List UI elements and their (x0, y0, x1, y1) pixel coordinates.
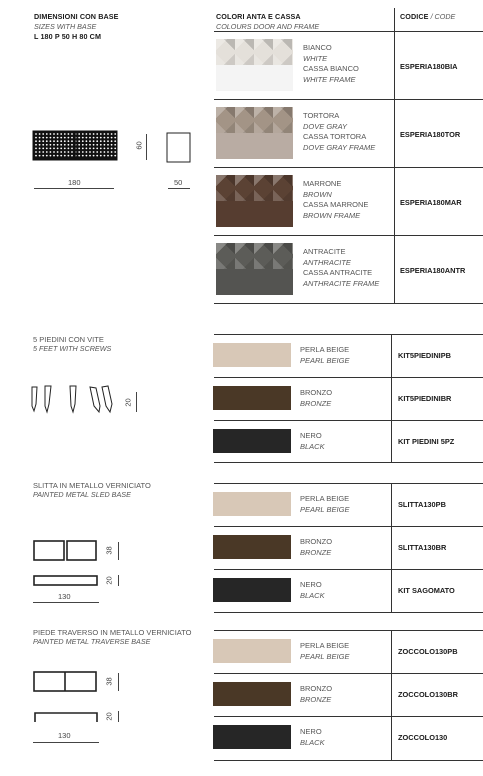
product-code: ZOCCOLO130 (398, 733, 448, 742)
traverse-front-drawing (33, 710, 103, 724)
frame-color-name: CASSA BIANCO (303, 64, 359, 73)
finish-name-en: BRONZE (300, 547, 332, 557)
dim-line-width (34, 188, 114, 189)
colors-header (216, 12, 319, 31)
product-code: ZOCCOLO130BR (398, 690, 458, 699)
table-divider-3 (391, 483, 392, 612)
finish-swatch (213, 535, 291, 559)
table-top-line (214, 334, 483, 335)
finish-name: PERLA BEIGE (300, 641, 350, 650)
frame-color-name-en: BROWN FRAME (303, 210, 361, 220)
finish-name: PERLA BEIGE (300, 494, 350, 503)
door-pattern (216, 243, 293, 269)
door-color-label (303, 179, 368, 221)
finish-swatch (213, 682, 291, 706)
frame-color-name: CASSA ANTRACITE (303, 268, 373, 277)
finish-name: NERO (300, 580, 322, 589)
finish-name-en: BLACK (300, 590, 325, 600)
dimensions-header (34, 12, 119, 41)
traverse-depth-line (118, 673, 119, 691)
cabinet-side-drawing (166, 132, 192, 164)
finish-name: BRONZO (300, 684, 333, 693)
door-color-label (303, 43, 359, 85)
table-top-line (214, 31, 483, 32)
finish-name-en: BRONZE (300, 398, 332, 408)
row-divider (214, 462, 483, 463)
dim-line-depth (168, 188, 190, 189)
finish-swatch (213, 429, 291, 453)
traverse-width-label: 130 (58, 731, 71, 740)
dim-depth-label: 50 (174, 178, 183, 187)
finish-name: NERO (300, 727, 322, 736)
door-color-name: ANTRACITE (303, 247, 346, 256)
sled-depth-label: 38 (104, 546, 114, 555)
feet-title: 5 PIEDINI CON VITE (33, 335, 104, 344)
finish-name-en: BLACK (300, 737, 325, 747)
row-divider (214, 167, 483, 168)
finish-name-en: BLACK (300, 441, 325, 451)
finish-label (300, 345, 349, 366)
traverse-subtitle: PAINTED METAL TRAVERSE BASE (33, 637, 151, 646)
frame-color-name: CASSA MARRONE (303, 200, 369, 209)
row-divider (214, 526, 483, 527)
row-divider (214, 716, 483, 717)
row-divider (214, 99, 483, 100)
feet-dim-label: 20 (123, 398, 133, 407)
finish-name-en: PEARL BEIGE (300, 651, 350, 661)
colors-subtitle: COLOURS DOOR AND FRAME (216, 22, 320, 31)
finish-name: BRONZO (300, 537, 333, 546)
door-color-swatch (216, 243, 293, 295)
finish-swatch (213, 578, 291, 602)
feet-dim-line (136, 392, 137, 412)
finish-swatch (213, 343, 291, 367)
sled-width-label: 130 (58, 592, 71, 601)
door-pattern (216, 107, 293, 133)
finish-label (300, 431, 325, 452)
sled-width-line (33, 602, 99, 603)
row-divider (214, 569, 483, 570)
product-code: ZOCCOLO130PB (398, 647, 458, 656)
frame-color-name-en: ANTHRACITE FRAME (303, 278, 380, 288)
door-color-label (303, 247, 379, 289)
dimensions-size: L 180 P 50 H 80 CM (34, 32, 102, 41)
colors-title: COLORI ANTA E CASSA (216, 12, 301, 21)
traverse-header (33, 628, 192, 646)
code-header-bold: CODICE (400, 12, 429, 21)
door-color-name: BIANCO (303, 43, 332, 52)
product-code: SLITTA130BR (398, 543, 447, 552)
door-pattern (216, 175, 293, 201)
dim-height-label: 60 (134, 141, 144, 150)
sled-height-line (118, 575, 119, 586)
dim-width-label: 180 (68, 178, 81, 187)
dimensions-subtitle: SIZES WITH BASE (34, 22, 97, 31)
door-color-name-en: ANTHRACITE (303, 257, 351, 267)
finish-label (300, 727, 325, 748)
dimensions-title: DIMENSIONI CON BASE (34, 12, 119, 21)
door-color-swatch (216, 107, 293, 159)
table-top-line (214, 630, 483, 631)
code-header (400, 12, 455, 21)
product-code: SLITTA130PB (398, 500, 446, 509)
dim-line-height (146, 134, 147, 160)
product-code: KIT PIEDINI 5PZ (398, 437, 455, 446)
row-divider (214, 420, 483, 421)
traverse-top-drawing (33, 671, 103, 693)
cabinet-front-drawing (32, 130, 122, 162)
product-code: ESPERIA180BIA (400, 62, 458, 71)
finish-name-en: PEARL BEIGE (300, 504, 350, 514)
door-color-label (303, 111, 375, 153)
table-divider-1 (394, 8, 395, 304)
door-color-swatch (216, 175, 293, 227)
product-code: ESPERIA180ANTR (400, 266, 466, 275)
finish-label (300, 580, 325, 601)
sled-header (33, 481, 151, 499)
traverse-width-line (33, 742, 99, 743)
door-color-swatch (216, 39, 293, 91)
sled-front-drawing (33, 574, 103, 588)
row-divider (214, 303, 483, 304)
feet-subtitle: 5 FEET WITH SCREWS (33, 344, 112, 353)
finish-label (300, 494, 349, 515)
row-divider (214, 760, 483, 761)
frame-color-name-en: DOVE GRAY FRAME (303, 142, 376, 152)
row-divider (214, 377, 483, 378)
finish-label (300, 684, 332, 705)
finish-label (300, 641, 349, 662)
finish-name: BRONZO (300, 388, 333, 397)
table-divider-2 (391, 334, 392, 462)
sled-title: SLITTA IN METALLO VERNICIATO (33, 481, 151, 490)
product-code: ESPERIA180MAR (400, 198, 462, 207)
row-divider (214, 612, 483, 613)
door-color-name-en: BROWN (303, 189, 332, 199)
feet-drawing (28, 384, 124, 416)
door-color-name: TORTORA (303, 111, 340, 120)
finish-label (300, 388, 332, 409)
sled-height-label: 20 (104, 576, 114, 585)
door-color-name: MARRONE (303, 179, 342, 188)
sled-top-drawing (33, 540, 103, 562)
feet-header (33, 335, 111, 353)
table-divider-4 (391, 630, 392, 760)
sled-subtitle: PAINTED METAL SLED BASE (33, 490, 131, 499)
product-code: KIT5PIEDINIBR (398, 394, 452, 403)
table-top-line (214, 483, 483, 484)
finish-name: NERO (300, 431, 322, 440)
traverse-height-label: 20 (104, 712, 114, 721)
finish-name: PERLA BEIGE (300, 345, 350, 354)
finish-name-en: PEARL BEIGE (300, 355, 350, 365)
row-divider (214, 235, 483, 236)
sled-depth-line (118, 542, 119, 560)
finish-label (300, 537, 332, 558)
door-color-name-en: DOVE GRAY (303, 121, 348, 131)
finish-swatch (213, 639, 291, 663)
traverse-title: PIEDE TRAVERSO IN METALLO VERNICIATO (33, 628, 192, 637)
traverse-depth-label: 38 (104, 677, 114, 686)
product-code: KIT SAGOMATO (398, 586, 455, 595)
frame-color-name-en: WHITE FRAME (303, 74, 356, 84)
door-color-name-en: WHITE (303, 53, 328, 63)
code-header-sep: / CODE (430, 12, 456, 21)
finish-swatch (213, 725, 291, 749)
product-code: KIT5PIEDINIPB (398, 351, 451, 360)
product-code: ESPERIA180TOR (400, 130, 461, 139)
frame-color-name: CASSA TORTORA (303, 132, 367, 141)
traverse-height-line (118, 711, 119, 722)
finish-swatch (213, 386, 291, 410)
row-divider (214, 673, 483, 674)
finish-name-en: BRONZE (300, 694, 332, 704)
door-pattern (216, 39, 293, 65)
finish-swatch (213, 492, 291, 516)
